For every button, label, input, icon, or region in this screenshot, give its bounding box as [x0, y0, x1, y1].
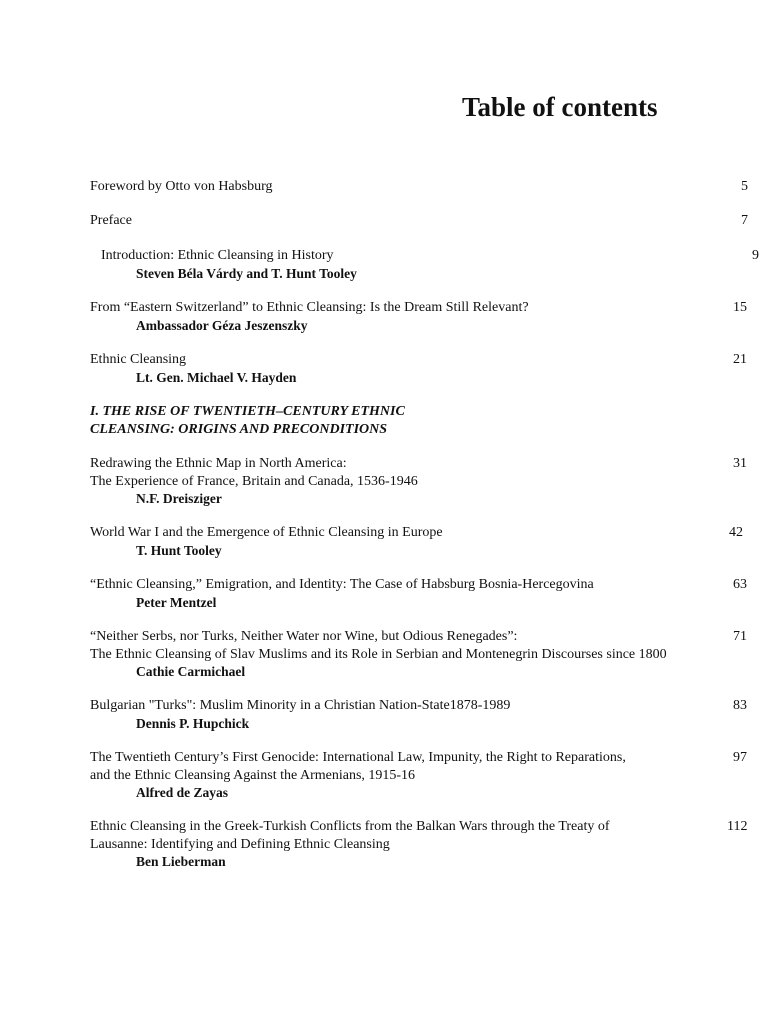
- entry-author: Steven Béla Várdy and T. Hunt Tooley: [136, 265, 357, 281]
- entry-page-number: 83: [733, 698, 747, 713]
- entry-author: Peter Mentzel: [136, 594, 217, 610]
- entry-page-number: 112: [727, 819, 748, 834]
- entry-title-line: Ethnic Cleansing: [90, 352, 187, 367]
- toc-entry: [90, 455, 750, 508]
- entry-title-line: The Ethnic Cleansing of Slav Muslims and its Role in Serbian and Montenegrin Discourses since 1800: [90, 646, 667, 662]
- entry-author: Dennis P. Hupchick: [136, 715, 250, 731]
- toc-entry: [90, 299, 750, 334]
- entry-author: Alfred de Zayas: [136, 785, 229, 800]
- toc-entry: [90, 212, 750, 230]
- entry-title-line: Redrawing the Ethnic Map in North America:: [90, 456, 347, 471]
- entry-title-line: The Experience of France, Britain and Canada, 1536-1946: [90, 473, 418, 489]
- entry-author: Ambassador Géza Jeszenszky: [136, 317, 308, 333]
- entry-page-number: 7: [741, 213, 748, 228]
- toc-entry: [90, 818, 750, 871]
- toc-entry: [90, 628, 750, 681]
- entry-title-line: The Twentieth Century’s First Genocide: International Law, Impunity, the Right to Reparations,: [90, 750, 626, 765]
- entry-page-number: 97: [733, 750, 747, 765]
- entry-author: T. Hunt Tooley: [136, 542, 222, 558]
- section-heading-line: CLEANSING: ORIGINS AND PRECONDITIONS: [90, 421, 388, 437]
- page-title: Table of contents: [462, 92, 658, 122]
- entry-title-line: Ethnic Cleansing in the Greek-Turkish Conflicts from the Balkan Wars through the Treaty of: [90, 819, 610, 834]
- entry-page-number: 15: [733, 300, 747, 315]
- entry-title-line: and the Ethnic Cleansing Against the Armenians, 1915-16: [90, 767, 416, 783]
- toc-entry: [90, 697, 750, 732]
- section-heading: [90, 403, 405, 438]
- toc-entry: [90, 247, 759, 282]
- entry-title-line: World War I and the Emergence of Ethnic Cleansing in Europe: [90, 525, 443, 540]
- section-heading-line: I. THE RISE OF TWENTIETH–CENTURY ETHNIC: [90, 404, 405, 419]
- toc-entry: [90, 351, 750, 386]
- entry-author: Cathie Carmichael: [136, 664, 246, 679]
- entry-title-line: Lausanne: Identifying and Defining Ethnic Cleansing: [90, 836, 390, 852]
- entry-author: N.F. Dreisziger: [136, 491, 222, 506]
- entry-author: Lt. Gen. Michael V. Hayden: [136, 369, 297, 385]
- entry-title-line: “Ethnic Cleansing,” Emigration, and Identity: The Case of Habsburg Bosnia-Hercegovina: [90, 577, 594, 592]
- entry-title-line: Introduction: Ethnic Cleansing in History: [101, 248, 334, 263]
- toc-entry: [90, 749, 750, 802]
- entry-page-number: 31: [733, 456, 747, 471]
- entry-page-number: 21: [733, 352, 747, 367]
- entry-title-line: Bulgarian "Turks": Muslim Minority in a Christian Nation-State1878-1989: [90, 698, 511, 713]
- toc-entry: [90, 524, 750, 559]
- entry-title-line: “Neither Serbs, nor Turks, Neither Water nor Wine, but Odious Renegades”:: [90, 629, 518, 644]
- entry-author: Ben Lieberman: [136, 854, 226, 869]
- entry-page-number: 9: [752, 248, 759, 263]
- entry-title-line: From “Eastern Switzerland” to Ethnic Cleansing: Is the Dream Still Relevant?: [90, 300, 529, 315]
- toc-entry: [90, 576, 750, 611]
- entry-page-number: 71: [733, 629, 747, 644]
- entry-page-number: 63: [733, 577, 747, 592]
- entry-title-line: Foreword by Otto von Habsburg: [90, 179, 273, 194]
- toc-entry: [90, 178, 750, 196]
- entry-page-number: 42: [729, 525, 743, 540]
- entry-title-line: Preface: [90, 213, 132, 228]
- entry-page-number: 5: [741, 179, 748, 194]
